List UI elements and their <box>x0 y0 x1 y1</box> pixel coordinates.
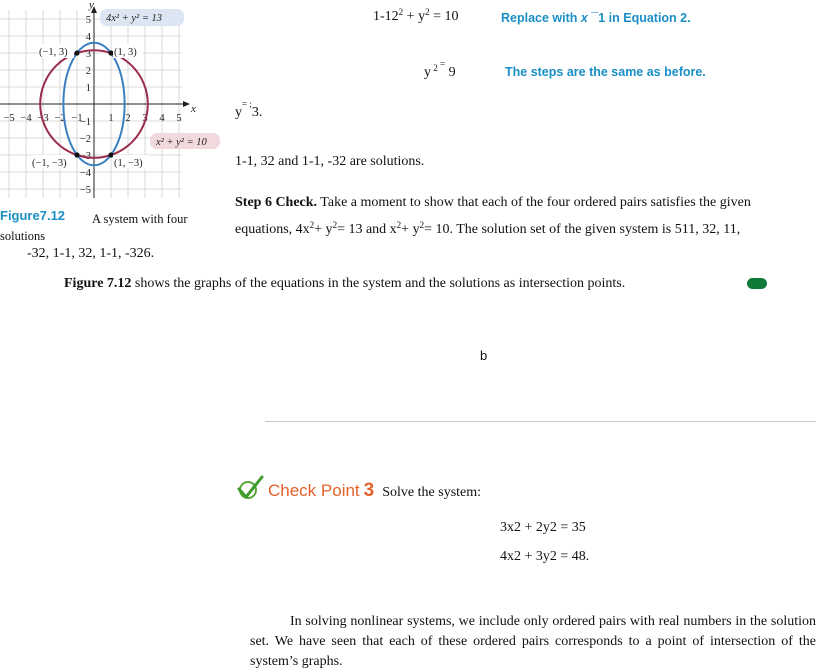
step6-line-2: equations, $4x^2+ y^2= 13$ and $x^2+ y^2= 10$. The solution set of the given system is 511, 32, 11, <box>235 220 741 237</box>
point-label: (−1, −3) <box>32 158 67 169</box>
x-tick-label: −4 <box>20 113 32 124</box>
intersection-point <box>74 50 79 55</box>
check-point-number: 3 <box>363 480 375 501</box>
closing-paragraph: In solving nonlinear systems, we include only ordered pairs with real numbers in the solution set. We have seen that each of these ordered pairs corresponds to a point of intersection of the system’s graphs. <box>250 614 816 669</box>
y-axis-label: y <box>89 0 94 11</box>
check-point-header <box>236 474 481 502</box>
y-tick-label: −2 <box>79 134 91 145</box>
axes <box>0 10 186 198</box>
y-tick-label: 5 <box>85 15 91 26</box>
figure-reference: Figure 7.12 shows the graphs of the equations in the system and the solutions as intersection points. <box>64 276 626 291</box>
ellipse-callout <box>100 9 184 26</box>
y-tick-label: −4 <box>79 168 91 179</box>
intersection-point <box>108 152 113 157</box>
note-steps: The steps are the same as before. <box>505 65 706 79</box>
x-axis-arrow-icon <box>183 101 190 107</box>
stray-mark: b <box>480 348 488 363</box>
check-point-prompt: Solve the system: <box>382 485 482 500</box>
step6-line-1: Step 6 Check. Take a moment to show that each of the four ordered pairs satisfies the given <box>235 195 751 210</box>
solutions-line: 1-1, 32 and 1-1, -32 are solutions. <box>235 154 425 169</box>
equation-3: y= ;3. <box>235 99 263 120</box>
checkmark-icon <box>236 474 264 502</box>
circle-label: x² + y² = 10 <box>156 137 207 148</box>
x-tick-labels <box>3 113 181 124</box>
check-point-title: Check Point <box>268 481 360 500</box>
figure-caption-text-2: solutions <box>0 229 46 243</box>
section-divider <box>265 421 816 422</box>
solution-set-continuation: -32, 1-1, 32, 1-1, -326. <box>27 246 155 261</box>
x-tick-label: −1 <box>71 113 83 124</box>
y-tick-label: −3 <box>79 151 91 162</box>
x-tick-label: −5 <box>3 113 15 124</box>
y-tick-label: 2 <box>85 66 91 77</box>
x-tick-label: 1 <box>108 113 114 124</box>
y-tick-label: −1 <box>79 117 91 128</box>
point-label: (1, −3) <box>114 158 143 169</box>
x-tick-label: 3 <box>142 113 148 124</box>
y-tick-label: 3 <box>85 49 91 60</box>
green-marker <box>747 278 767 289</box>
y-tick-label: −5 <box>79 185 91 196</box>
x-axis-label: x <box>191 103 196 115</box>
system-graph <box>0 0 232 200</box>
check-point-equation-1: 3x2 + 2y2 = 35 <box>500 520 586 535</box>
point-label: (−1, 3) <box>39 47 68 58</box>
y-tick-label: 4 <box>85 32 91 43</box>
y-tick-label: 1 <box>85 83 91 94</box>
ellipse-label: 4x² + y² = 13 <box>106 13 163 24</box>
equation-1: $1-12^2 + y^2 = 10$ <box>373 7 459 24</box>
x-tick-label: −2 <box>54 113 66 124</box>
x-tick-label: 4 <box>159 113 165 124</box>
intersection-point <box>74 152 79 157</box>
check-point-equation-2: 4x2 + 3y2 = 48. <box>500 549 590 564</box>
x-tick-label: −3 <box>37 113 49 124</box>
circle-callout <box>150 133 220 149</box>
figure-caption-text: A system with four <box>92 212 188 226</box>
x-tick-label: 5 <box>176 113 182 124</box>
figure-caption-label: Figure7.12 <box>0 208 66 223</box>
point-label: (1, 3) <box>114 47 137 58</box>
x-tick-label: 2 <box>125 113 131 124</box>
equation-2: y $^2$ = 9 <box>424 59 456 80</box>
note-replace: Replace with x ¯1 in Equation 2. <box>501 11 691 25</box>
intersection-point <box>108 50 113 55</box>
